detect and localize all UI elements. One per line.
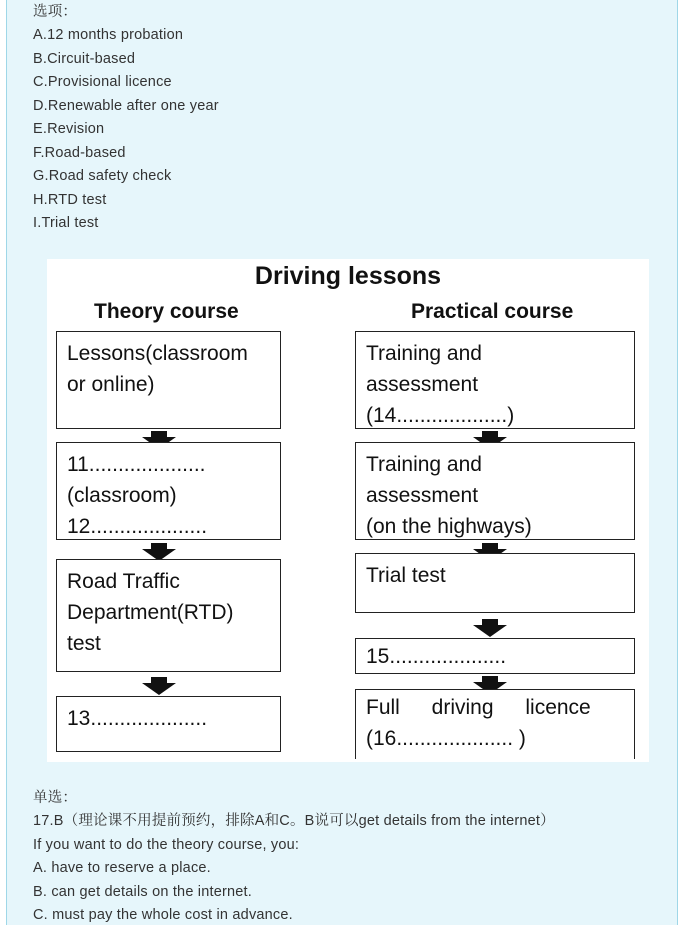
- box-line: 11....................: [67, 453, 206, 476]
- option-f: F.Road-based: [33, 145, 126, 161]
- answer-explanation: 17.B（理论课不用提前预约，排除A和C。B说可以get details from the internet）: [33, 813, 555, 829]
- flowchart-figure: [47, 259, 649, 762]
- option-d: D.Renewable after one year: [33, 98, 219, 114]
- option-b: B.Circuit-based: [33, 51, 136, 67]
- question-stem: If you want to do the theory course, you:: [33, 837, 300, 853]
- box-line: Training and: [366, 342, 482, 365]
- down-arrow-icon: [473, 619, 507, 637]
- figure-title: Driving lessons: [254, 262, 442, 290]
- box-line: 13....................: [67, 707, 208, 730]
- box-line: Department(RTD): [67, 601, 234, 624]
- box-line: assessment: [366, 373, 479, 396]
- option-h: H.RTD test: [33, 192, 107, 208]
- box-line: (16.................... ): [366, 727, 526, 750]
- option-c: C.Provisional licence: [33, 74, 172, 90]
- box-line: (classroom): [67, 484, 177, 507]
- option-i: I.Trial test: [33, 215, 99, 231]
- practical-box-highways: [355, 442, 635, 540]
- box-line: or online): [67, 373, 155, 396]
- practical-box-blank-15: [355, 638, 635, 674]
- choice-b: B. can get details on the internet.: [33, 884, 252, 900]
- theory-box-blank-11-12: [56, 442, 281, 540]
- box-line: (on the highways): [366, 515, 532, 538]
- theory-box-rtd-test: [56, 559, 281, 672]
- box-line: assessment: [366, 484, 479, 507]
- box-line: Full driving licence: [366, 696, 591, 719]
- content-panel: [6, 0, 678, 925]
- theory-box-lessons: [56, 331, 281, 429]
- box-line: Training and: [366, 453, 482, 476]
- options-heading: 选项：: [33, 4, 78, 20]
- theory-course-heading: Theory course: [94, 300, 239, 323]
- box-line: 15....................: [366, 645, 507, 668]
- theory-box-blank-13: [56, 696, 281, 752]
- practical-box-trial-test: [355, 553, 635, 613]
- down-arrow-icon: [142, 677, 176, 695]
- box-line: Trial test: [366, 564, 446, 587]
- box-line: Road Traffic: [67, 570, 180, 593]
- choice-c: C. must pay the whole cost in advance.: [33, 907, 293, 923]
- box-line: (14...................): [366, 404, 515, 427]
- box-line: 12....................: [67, 515, 208, 538]
- practical-box-full-licence: [355, 689, 635, 759]
- practical-course-heading: Practical course: [411, 300, 574, 323]
- box-line: Lessons(classroom: [67, 342, 248, 365]
- question-heading: 单选：: [33, 790, 78, 806]
- practical-box-training-14: [355, 331, 635, 429]
- option-e: E.Revision: [33, 121, 105, 137]
- option-g: G.Road safety check: [33, 168, 172, 184]
- option-a: A.12 months probation: [33, 27, 184, 43]
- box-line: test: [67, 632, 101, 655]
- choice-a: A. have to reserve a place.: [33, 860, 211, 876]
